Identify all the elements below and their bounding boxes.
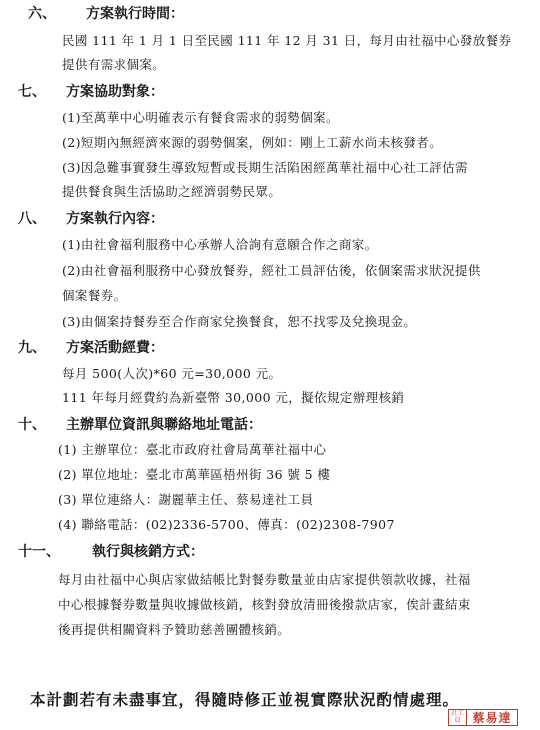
section-number: 六、 — [28, 6, 56, 22]
section-8-line-2: (2)由社會福利服務中心發放餐券，經社工員評估後，依個案需求狀況提供 — [62, 263, 481, 278]
section-6-line-2: 提供有需求個案。 — [62, 57, 166, 72]
section-8-line-4: (3)由個案持餐券至合作商家兌換餐食，恕不找零及兌換現金。 — [62, 314, 417, 329]
section-10-line-1: (1) 主辦單位：臺北市政府社會局萬華社福中心 — [58, 442, 327, 457]
section-title: 方案活動經費： — [66, 340, 164, 356]
section-6-line-1: 民國 111 年 1 月 1 日至民國 111 年 12 月 31 日，每月由社福中心發放餐券 — [62, 33, 512, 48]
section-8-line-1: (1)由社會福利服務中心承辦人洽詢有意願合作之商家。 — [62, 237, 378, 252]
signature-stamp — [448, 709, 518, 726]
section-title: 方案執行內容： — [66, 211, 164, 227]
section-number: 九、 — [18, 340, 46, 356]
section-7-line-4: 提供餐食與生活協助之經濟弱勢民眾。 — [62, 184, 282, 199]
section-11-line-3: 後再提供相關資料予贊助慈善團體核銷。 — [58, 622, 291, 637]
section-title: 方案執行時間： — [86, 6, 184, 22]
closing-statement: 本計劃若有未盡事宜，得隨時修正並視實際狀況酌情處理。 — [30, 690, 460, 709]
section-7-line-3: (3)因急難事實發生導致短暫或長期生活陷困經萬華社福中心社工評估需 — [62, 160, 468, 175]
section-number: 七、 — [18, 84, 46, 100]
section-title: 主辦單位資訊與聯絡地址電話： — [66, 417, 262, 433]
stamp-title: 社工員 — [449, 710, 467, 725]
section-10-line-3: (3) 單位連絡人：謝麗華主任、蔡易達社工員 — [58, 492, 314, 507]
section-10-line-2: (2) 單位地址：臺北市萬華區梧州街 36 號 5 樓 — [58, 467, 331, 482]
section-7-line-2: (2)短期內無經濟來源的弱勢個案，例如：剛上工薪水尚未核發者。 — [62, 135, 443, 150]
section-number: 八、 — [18, 211, 46, 227]
section-title: 方案協助對象： — [66, 84, 164, 100]
section-11-line-1: 每月由社福中心與店家做結帳比對餐券數量並由店家提供領款收據，社福 — [58, 572, 471, 587]
section-8-line-3: 個案餐券。 — [62, 288, 127, 303]
section-11-line-2: 中心根據餐券數量與收據做核銷，核對發放清冊後撥款店家，俟計畫結束 — [58, 597, 471, 612]
section-number: 十、 — [18, 417, 46, 433]
section-9-line-1: 每月 500(人次)*60 元=30,000 元。 — [62, 366, 282, 381]
section-number: 十一、 — [18, 544, 60, 560]
section-title: 執行與核銷方式： — [92, 544, 204, 560]
section-9-line-2: 111 年每月經費約為新臺幣 30,000 元，擬依規定辦理核銷 — [62, 390, 405, 405]
section-7-line-1: (1)至萬華中心明確表示有餐食需求的弱勢個案。 — [62, 110, 339, 125]
section-10-line-4: (4) 聯絡電話：(02)2336-5700、傳真：(02)2308-7907 — [58, 517, 395, 532]
stamp-name: 蔡易達 — [472, 710, 512, 725]
